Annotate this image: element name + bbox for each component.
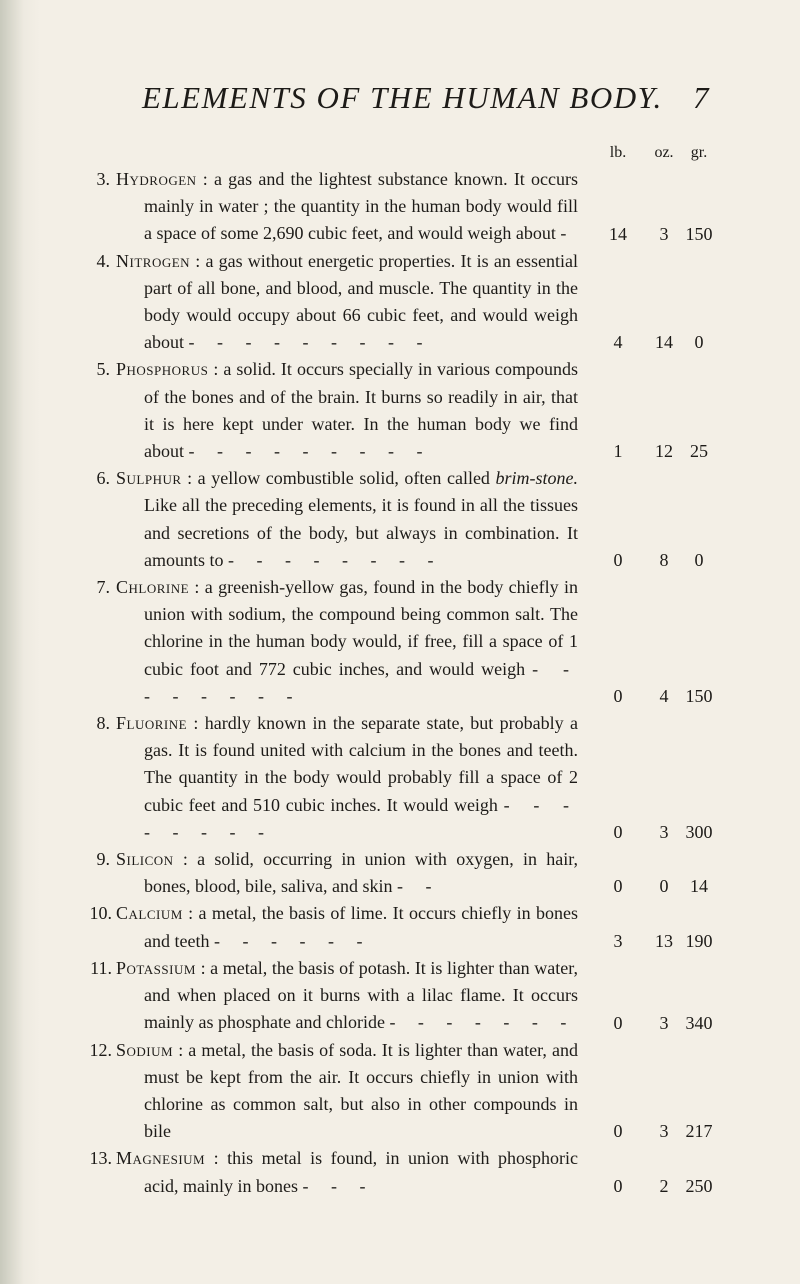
- value-lb: 3: [613, 930, 623, 951]
- entry-number: 9.: [96, 849, 110, 870]
- value-gr: 190: [685, 930, 713, 951]
- value-lb: 0: [613, 822, 623, 843]
- dot-leader: - -: [396, 876, 441, 897]
- entry-description: : a metal, the basis of soda. It is lighter than water, and must be kept from the air. It occurs chiefly in union with chlorine as common salt, but also in other compounds in bile: [144, 1039, 579, 1142]
- weight-values: [0, 683, 800, 710]
- value-oz: 2: [659, 1175, 669, 1196]
- value-gr: 250: [685, 1175, 713, 1196]
- weight-values: [0, 547, 800, 574]
- element-name: Sodium: [116, 1039, 174, 1060]
- value-lb: 0: [613, 1121, 623, 1142]
- dot-leader: - - - - - - -: [389, 1012, 576, 1033]
- entry-number: 8.: [96, 713, 110, 734]
- value-gr: 340: [685, 1012, 713, 1033]
- dot-leader: - - - - - - - -: [228, 549, 443, 570]
- entry-number: 12.: [89, 1039, 112, 1060]
- element-entry: [0, 465, 800, 574]
- value-gr: 217: [685, 1121, 713, 1142]
- value-oz: 0: [659, 876, 669, 897]
- weight-values: [0, 873, 800, 900]
- element-name: Fluorine: [116, 713, 188, 734]
- value-oz: 8: [659, 550, 669, 571]
- entry-description: : hardly known in the separate state, but probably a gas. It is found united with calcium in the bones and teeth. The quantity in the body would probably fill a space of 2 cubic feet and 510 cubic inches. It would weigh: [144, 713, 578, 815]
- value-gr: 0: [694, 332, 704, 353]
- running-head: [0, 80, 800, 120]
- weight-values: [0, 1010, 800, 1037]
- entry-number: 3.: [96, 169, 110, 189]
- value-oz: 12: [655, 441, 673, 462]
- entry-description: : a metal, the basis of lime. It occurs chiefly in bones and teeth: [144, 903, 578, 951]
- dot-leader: -: [560, 223, 576, 244]
- value-gr: 300: [685, 822, 713, 843]
- entry-description: : a solid. It occurs specially in various compounds of the bones and of the brain. It burns so readily in air, that it is here kept under water. In the human body we find about: [144, 359, 578, 462]
- value-gr: 150: [685, 686, 713, 707]
- value-gr: 25: [690, 441, 708, 462]
- element-name: Calcium: [116, 903, 183, 924]
- entry-description: : a gas without energetic properties. It is an essential part of all bone, and blood, and muscle. The quantity in the body would occupy about 66 cubic feet, and would weigh about: [144, 250, 579, 353]
- entry-description: : a greenish-yellow gas, found in the body chiefly in union with sodium, the compound being common salt. The chlorine in the human body would, if free, fill a space of 1 cubic foot and 772 cubic inches, and would weigh: [144, 577, 578, 679]
- element-entry: [0, 955, 800, 1037]
- entry-number: 13.: [89, 1148, 112, 1169]
- entry-description-cont: Like all the preceding elements, it is found in all the tissues and secretions of the body, but always in combination. It amounts to: [144, 495, 578, 570]
- element-entry: [0, 356, 800, 465]
- element-name: Magnesium: [116, 1148, 206, 1169]
- element-entry: [0, 900, 800, 954]
- dot-leader: - - - - - - - -: [144, 794, 579, 842]
- element-name: Silicon: [116, 849, 174, 870]
- dot-leader: - - - - - -: [213, 930, 372, 951]
- value-oz: 14: [655, 332, 673, 353]
- entry-number: 5.: [96, 359, 110, 380]
- element-name: Phosphorus: [116, 359, 209, 380]
- value-lb: 4: [613, 332, 623, 353]
- entry-description: : a yellow combustible solid, often called: [187, 468, 496, 489]
- value-lb: 0: [613, 1012, 623, 1033]
- weight-values: [0, 928, 800, 955]
- element-entry: [0, 1145, 800, 1199]
- element-name: Sulphur: [116, 468, 182, 489]
- dot-leader: - - - - - - - - -: [188, 332, 432, 353]
- entry-description: : a solid, occurring in union with oxygen, in hair, bones, blood, bile, saliva, and skin: [144, 849, 578, 897]
- unit-gr: gr.: [690, 144, 708, 161]
- entry-number: 7.: [96, 577, 110, 598]
- element-name: Hydrogen: [116, 169, 197, 189]
- entry-description: : a metal, the basis of potash. It is lighter than water, and when placed on it burns with a lilac flame. It occurs mainly as phosphate and chloride: [144, 957, 579, 1033]
- unit-oz: oz.: [654, 144, 674, 161]
- value-oz: 4: [659, 686, 669, 707]
- dot-leader: - - - - - - - -: [144, 658, 579, 706]
- element-entry: [0, 166, 800, 248]
- weight-values: [0, 1118, 800, 1145]
- value-lb: 0: [613, 550, 623, 571]
- weight-values: [0, 438, 800, 465]
- element-list: [0, 166, 800, 1200]
- element-name: Potassium: [116, 957, 196, 978]
- dot-leader: - - -: [302, 1175, 375, 1196]
- weight-values: [0, 329, 800, 356]
- value-lb: 1: [613, 441, 623, 462]
- element-entry: [0, 710, 800, 846]
- weight-values: [0, 1173, 800, 1200]
- value-lb: 14: [609, 223, 627, 244]
- value-oz: 3: [659, 822, 669, 843]
- element-entry: [0, 574, 800, 710]
- element-name: Chlorine: [116, 577, 190, 598]
- value-oz: 3: [659, 1121, 669, 1142]
- element-entry: [0, 846, 800, 900]
- entry-number: 6.: [96, 468, 110, 489]
- entry-number: 4.: [96, 250, 110, 271]
- value-gr: 14: [690, 876, 708, 897]
- page-number: 7: [693, 80, 709, 115]
- element-entry: [0, 1037, 800, 1146]
- entry-number: 10.: [89, 903, 112, 924]
- weight-values: [0, 221, 800, 248]
- value-lb: 0: [613, 1175, 623, 1196]
- entry-italic-term: brim-stone.: [495, 468, 579, 489]
- weight-values: [0, 819, 800, 846]
- value-lb: 0: [613, 876, 623, 897]
- value-lb: 0: [613, 686, 623, 707]
- value-oz: 3: [659, 223, 669, 244]
- entry-number: 11.: [90, 957, 112, 978]
- page-title: ELEMENTS OF THE HUMAN BODY.: [142, 80, 663, 115]
- dot-leader: - - - - - - - - -: [188, 441, 432, 462]
- value-oz: 3: [659, 1012, 669, 1033]
- entry-description: : this metal is found, in union with phosphoric acid, mainly in bones: [144, 1148, 579, 1196]
- element-name: Nitrogen: [116, 250, 191, 271]
- value-oz: 13: [655, 930, 673, 951]
- unit-headers: [0, 144, 800, 168]
- value-gr: 150: [685, 223, 713, 244]
- element-entry: [0, 248, 800, 357]
- unit-lb: lb.: [609, 144, 627, 161]
- value-gr: 0: [694, 550, 704, 571]
- entry-description: : a gas and the lightest substance known. It occurs mainly in water ; the quantity in the human body would fill a space of some 2,690 cubic feet, and would weigh about: [144, 169, 578, 244]
